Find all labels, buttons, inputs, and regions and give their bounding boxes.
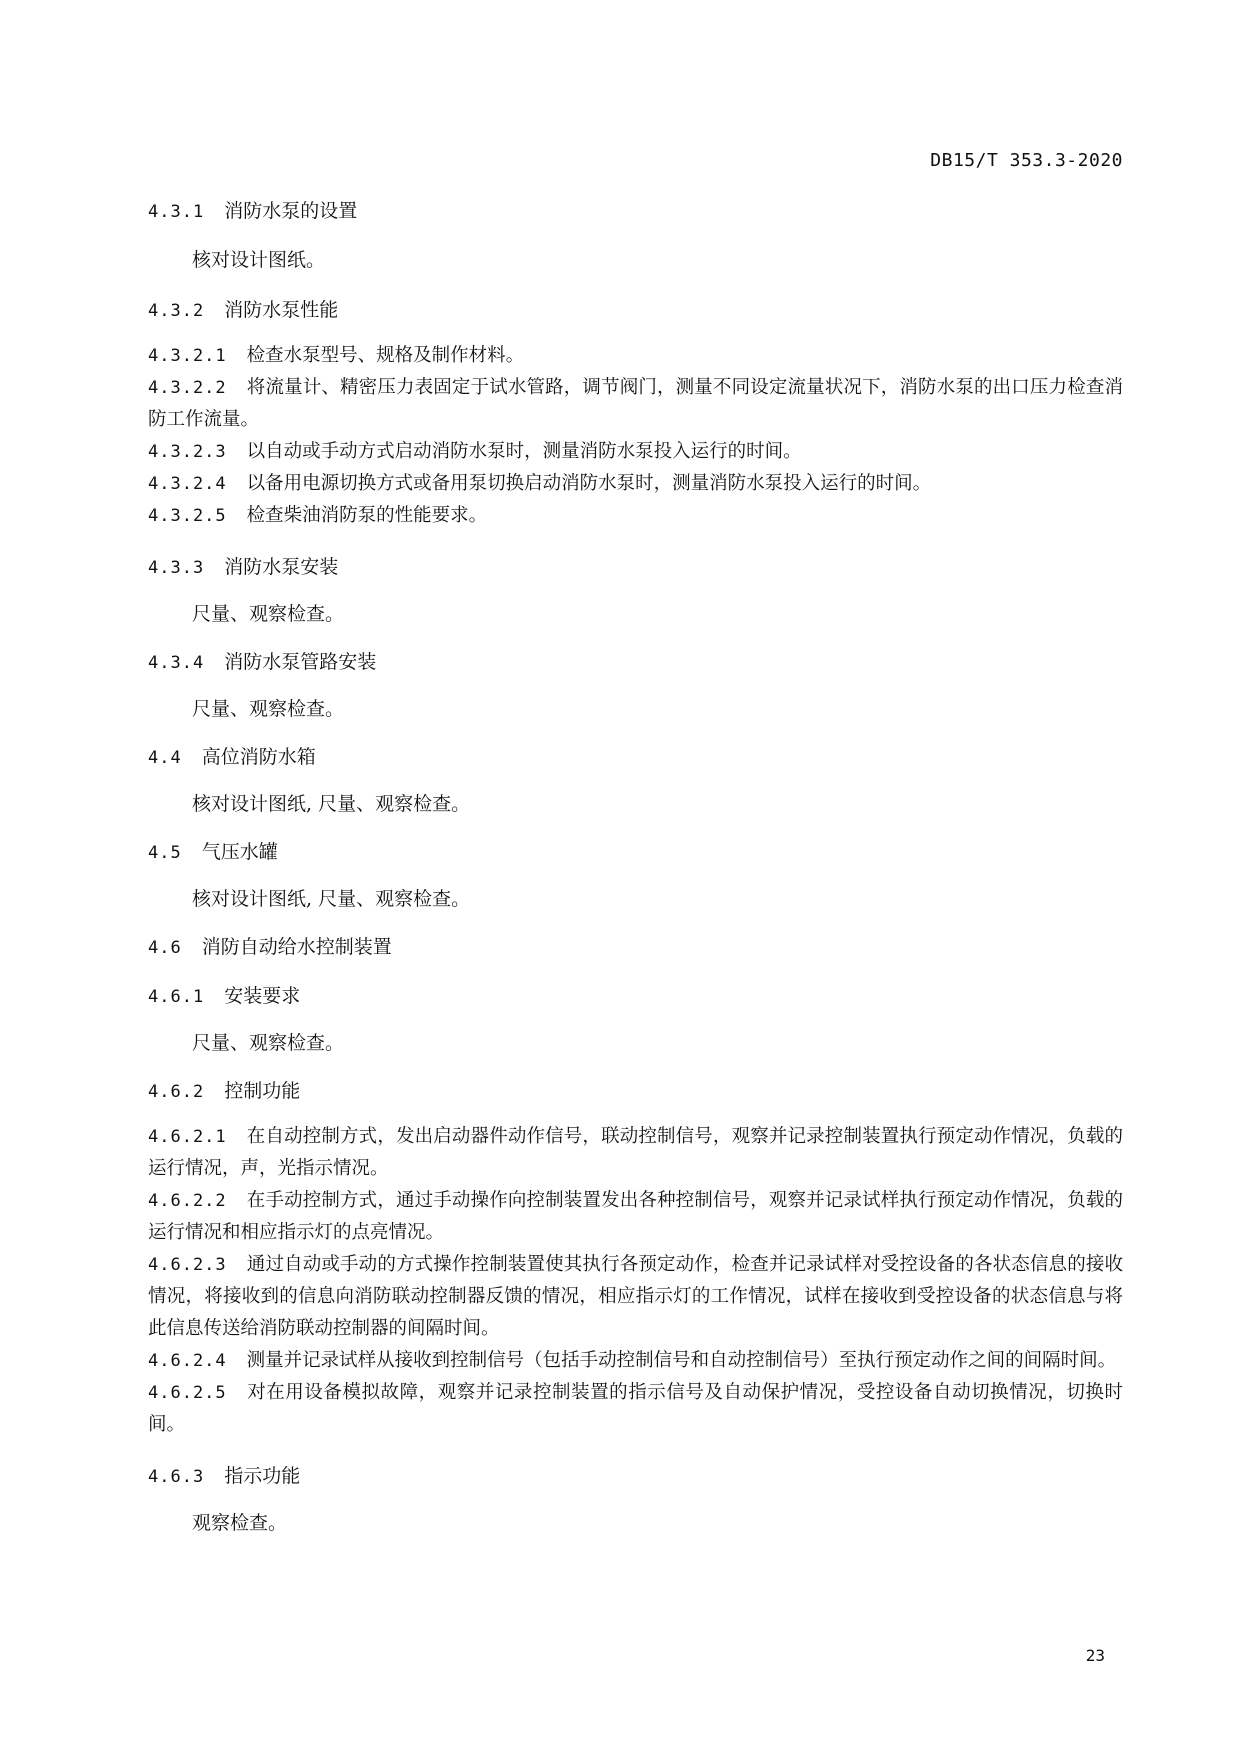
section-number: 4.3.2 [148, 301, 205, 321]
section-title: 安装要求 [224, 985, 301, 1007]
section-title: 高位消防水箱 [201, 746, 316, 768]
section-number: 4.3.1 [148, 202, 205, 222]
clause-number: 4.6.2.5 [148, 1383, 227, 1403]
clause-number: 4.6.2.4 [148, 1351, 227, 1371]
clause-text: 将流量计、精密压力表固定于试水管路，调节阀门，测量不同设定流量状况下，消防水泵的出口压力检查消防工作流量。 [148, 377, 1123, 430]
section-body: 尺量、观察检查。 [192, 1032, 345, 1054]
clause-number: 4.3.2.3 [148, 442, 227, 462]
section-body: 核对设计图纸, 尺量、观察检查。 [192, 888, 471, 910]
clause-4-3-2-5 [148, 500, 1123, 532]
clause-4-6-2-4 [148, 1345, 1123, 1377]
section-title: 消防水泵管路安装 [224, 651, 377, 673]
clause-number: 4.3.2.5 [148, 506, 227, 526]
clause-text: 对在用设备模拟故障，观察并记录控制装置的指示信号及自动保护情况，受控设备自动切换情况，切换时间。 [148, 1382, 1123, 1435]
section-heading-4-3-4 [148, 647, 1123, 678]
clause-4-3-2-4 [148, 468, 1123, 500]
clause-number: 4.6.2.1 [148, 1127, 227, 1147]
section-title: 消防水泵性能 [224, 299, 339, 321]
section-body: 尺量、观察检查。 [192, 698, 345, 720]
section-heading-4-4 [148, 742, 1123, 773]
page-number: 23 [1085, 1646, 1105, 1665]
clause-text: 通过自动或手动的方式操作控制装置使其执行各预定动作，检查并记录试样对受控设备的各状态信息的接收情况，将接收到的信息向消防联动控制器反馈的情况，相应指示灯的工作情况，试样在接收到受控设备的状态信息与将此信息传送给消防联动控制器的间隔时间。 [148, 1254, 1123, 1339]
section-title: 消防水泵安装 [224, 556, 339, 578]
section-title: 控制功能 [224, 1080, 301, 1102]
clause-4-6-2-2 [148, 1185, 1123, 1249]
section-number: 4.4 [148, 748, 182, 768]
clause-4-6-2-3 [148, 1249, 1123, 1345]
document-body [148, 196, 1123, 1538]
section-title: 消防水泵的设置 [224, 200, 358, 222]
clause-4-6-2-1 [148, 1121, 1123, 1185]
clause-text: 在手动控制方式，通过手动操作向控制装置发出各种控制信号，观察并记录试样执行预定动作情况，负载的运行情况和相应指示灯的点亮情况。 [148, 1190, 1123, 1243]
section-heading-4-6 [148, 932, 1123, 963]
section-heading-4-3-2 [148, 295, 1123, 326]
clause-text: 以备用电源切换方式或备用泵切换启动消防水泵时，测量消防水泵投入运行的时间。 [246, 473, 932, 494]
section-body: 核对设计图纸, 尺量、观察检查。 [192, 793, 471, 815]
clause-4-3-2-2 [148, 372, 1123, 436]
clause-text: 检查水泵型号、规格及制作材料。 [246, 345, 525, 366]
section-heading-4-6-3 [148, 1461, 1123, 1492]
section-number: 4.3.3 [148, 558, 205, 578]
clause-text: 在自动控制方式，发出启动器件动作信号，联动控制信号，观察并记录控制装置执行预定动作情况，负载的运行情况，声，光指示情况。 [148, 1126, 1123, 1179]
section-number: 4.6.2 [148, 1082, 205, 1102]
clause-4-3-2-1 [148, 340, 1123, 372]
section-heading-4-3-1 [148, 196, 1123, 227]
section-heading-4-6-1 [148, 981, 1123, 1012]
section-number: 4.5 [148, 843, 182, 863]
section-heading-4-3-3 [148, 552, 1123, 583]
clause-number: 4.3.2.4 [148, 474, 227, 494]
section-title: 消防自动给水控制装置 [201, 936, 392, 958]
section-number: 4.6 [148, 938, 182, 958]
section-heading-4-6-2 [148, 1076, 1123, 1107]
clause-4-3-2-3 [148, 436, 1123, 468]
clause-4-6-2-5 [148, 1377, 1123, 1441]
clause-text: 检查柴油消防泵的性能要求。 [246, 505, 488, 526]
section-body: 观察检查。 [192, 1512, 288, 1534]
section-heading-4-5 [148, 837, 1123, 868]
section-title: 指示功能 [224, 1465, 301, 1487]
clause-number: 4.6.2.2 [148, 1191, 227, 1211]
clause-number: 4.6.2.3 [148, 1255, 227, 1275]
section-body: 尺量、观察检查。 [192, 603, 345, 625]
clause-number: 4.3.2.1 [148, 346, 227, 366]
section-number: 4.6.1 [148, 987, 205, 1007]
section-number: 4.3.4 [148, 653, 205, 673]
section-body: 核对设计图纸。 [192, 249, 326, 271]
clause-text: 测量并记录试样从接收到控制信号（包括手动控制信号和自动控制信号）至执行预定动作之间的间隔时间。 [246, 1350, 1117, 1371]
clause-text: 以自动或手动方式启动消防水泵时，测量消防水泵投入运行的时间。 [246, 441, 802, 462]
clause-number: 4.3.2.2 [148, 378, 227, 398]
section-title: 气压水罐 [201, 841, 278, 863]
document-code: DB15/T 353.3-2020 [930, 150, 1123, 171]
section-number: 4.6.3 [148, 1467, 205, 1487]
